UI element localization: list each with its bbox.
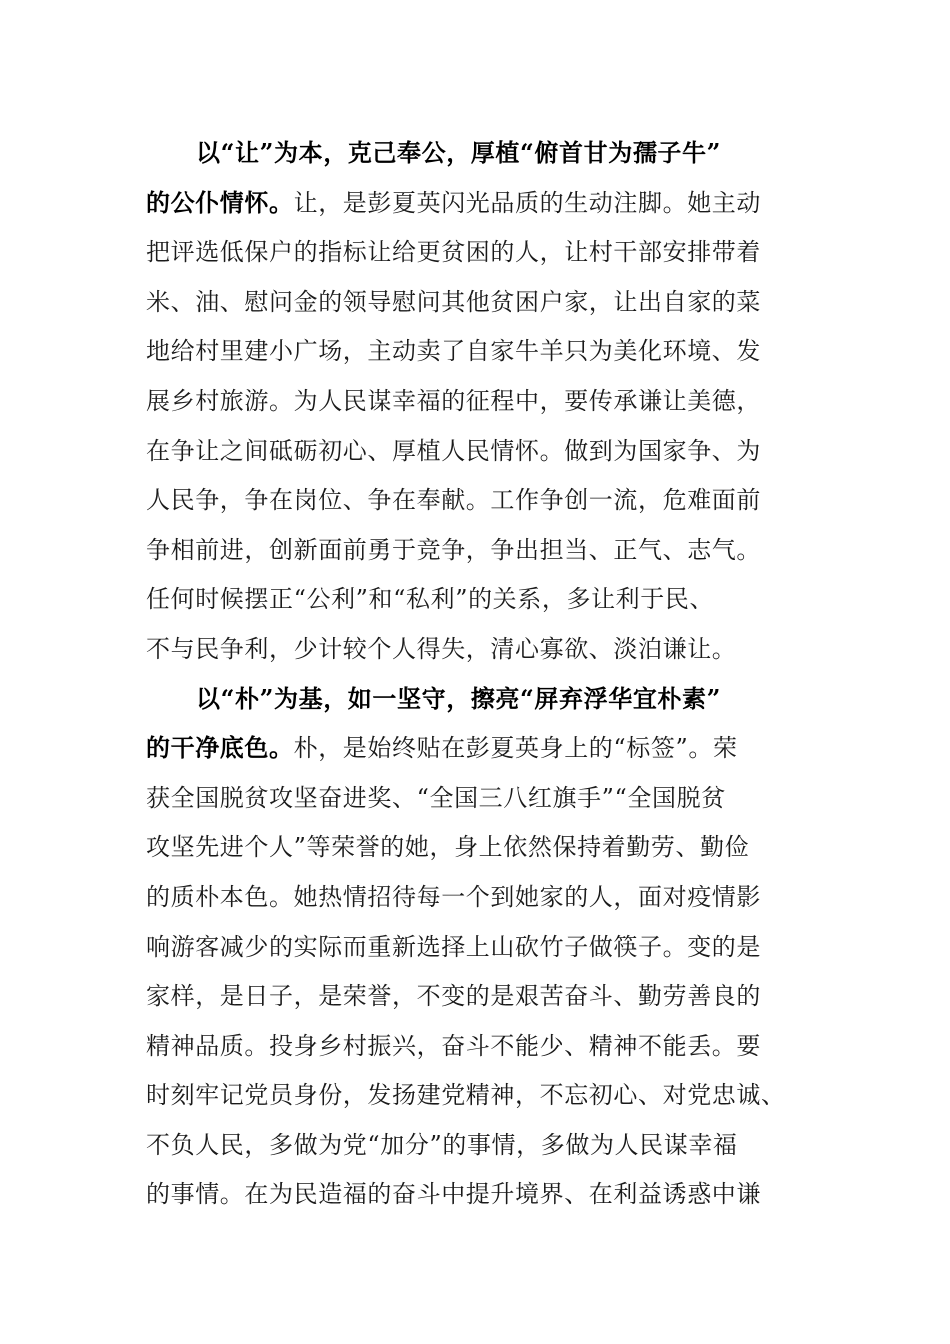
paragraph-text: 在争让之间砥砺初心、厚植人民情怀。做到为国家争、为: [146, 436, 761, 465]
paragraph-1-line-6: [146, 376, 806, 426]
paragraph-2-line-5: [146, 872, 806, 922]
paragraph-1-line-4: [146, 277, 806, 327]
paragraph-text: 不与民争利，少计较个人得失，清心寡欲、淡泊谦让。: [146, 634, 737, 663]
paragraph-1-line-9: [146, 525, 806, 575]
paragraph-1-line-5: [146, 326, 806, 376]
paragraph-2-line-10: [146, 1120, 806, 1170]
paragraph-text: 时刻牢记党员身份，发扬建党精神，不忘初心、对党忠诚、: [146, 1081, 786, 1110]
paragraph-heading: 以“让”为本，克己奉公，厚植“俯首甘为孺子牛”: [196, 138, 722, 167]
paragraph-text: 获全国脱贫攻坚奋进奖、“全国三八红旗手”“全国脱贫: [146, 783, 726, 812]
paragraph-1-line-8: [146, 475, 806, 525]
paragraph-text: 米、油、慰问金的领导慰问其他贫困户家，让出自家的菜: [146, 287, 761, 316]
paragraph-1-line-1: [146, 128, 806, 178]
paragraph-1-line-11: [146, 624, 806, 674]
paragraph-text: 展乡村旅游。为人民谋幸福的征程中，要传承谦让美德，: [146, 386, 761, 415]
paragraph-2-line-4: [146, 822, 806, 872]
paragraph-heading: 的干净底色。: [146, 733, 294, 763]
paragraph-text: 把评选低保户的指标让给更贫困的人，让村干部安排带着: [146, 238, 761, 267]
paragraph-2-line-7: [146, 971, 806, 1021]
paragraph-1-line-3: [146, 227, 806, 277]
paragraph-text: 朴，是始终贴在彭夏英身上的“标签”。荣: [293, 734, 738, 763]
paragraph-2-line-9: [146, 1070, 806, 1120]
paragraph-1-line-2: [146, 178, 806, 228]
paragraph-heading: 以“朴”为基，如一坚守，擦亮“屏弃浮华宜朴素”: [196, 683, 722, 713]
paragraph-2-line-11: [146, 1169, 806, 1219]
paragraph-2-line-3: [146, 773, 806, 823]
document-body: [146, 128, 806, 1219]
paragraph-text: 不负人民，多做为党“加分”的事情，多做为人民谋幸福: [146, 1130, 738, 1159]
paragraph-text: 地给村里建小广场，主动卖了自家牛羊只为美化环境、发: [146, 337, 761, 366]
paragraph-text: 争相前进，创新面前勇于竞争，争出担当、正气、志气。: [146, 535, 761, 564]
paragraph-2-line-8: [146, 1021, 806, 1071]
paragraph-text: 的质朴本色。她热情招待每一个到她家的人，面对疫情影: [146, 882, 761, 911]
paragraph-1-line-10: [146, 574, 806, 624]
paragraph-heading: 的公仆情怀。: [146, 187, 294, 217]
paragraph-text: 响游客减少的实际而重新选择上山砍竹子做筷子。变的是: [146, 932, 761, 961]
paragraph-2-line-2: [146, 723, 806, 773]
paragraph-text: 家样，是日子，是荣誉，不变的是艰苦奋斗、勤劳善良的: [146, 982, 761, 1011]
paragraph-2-line-1: [146, 674, 806, 724]
paragraph-text: 人民争，争在岗位、争在奉献。工作争创一流，危难面前: [146, 486, 761, 515]
paragraph-1-line-7: [146, 426, 806, 476]
paragraph-text: 任何时候摆正“公利”和“私利”的关系，多让利于民、: [146, 585, 715, 614]
paragraph-2-line-6: [146, 922, 806, 972]
paragraph-text: 攻坚先进个人”等荣誉的她，身上依然保持着勤劳、勤俭: [146, 833, 750, 862]
paragraph-text: 精神品质。投身乡村振兴，奋斗不能少、精神不能丢。要: [146, 1031, 761, 1060]
paragraph-text: 的事情。在为民造福的奋斗中提升境界、在利益诱惑中谦: [146, 1180, 761, 1209]
paragraph-text: 让，是彭夏英闪光品质的生动注脚。她主动: [293, 188, 762, 217]
